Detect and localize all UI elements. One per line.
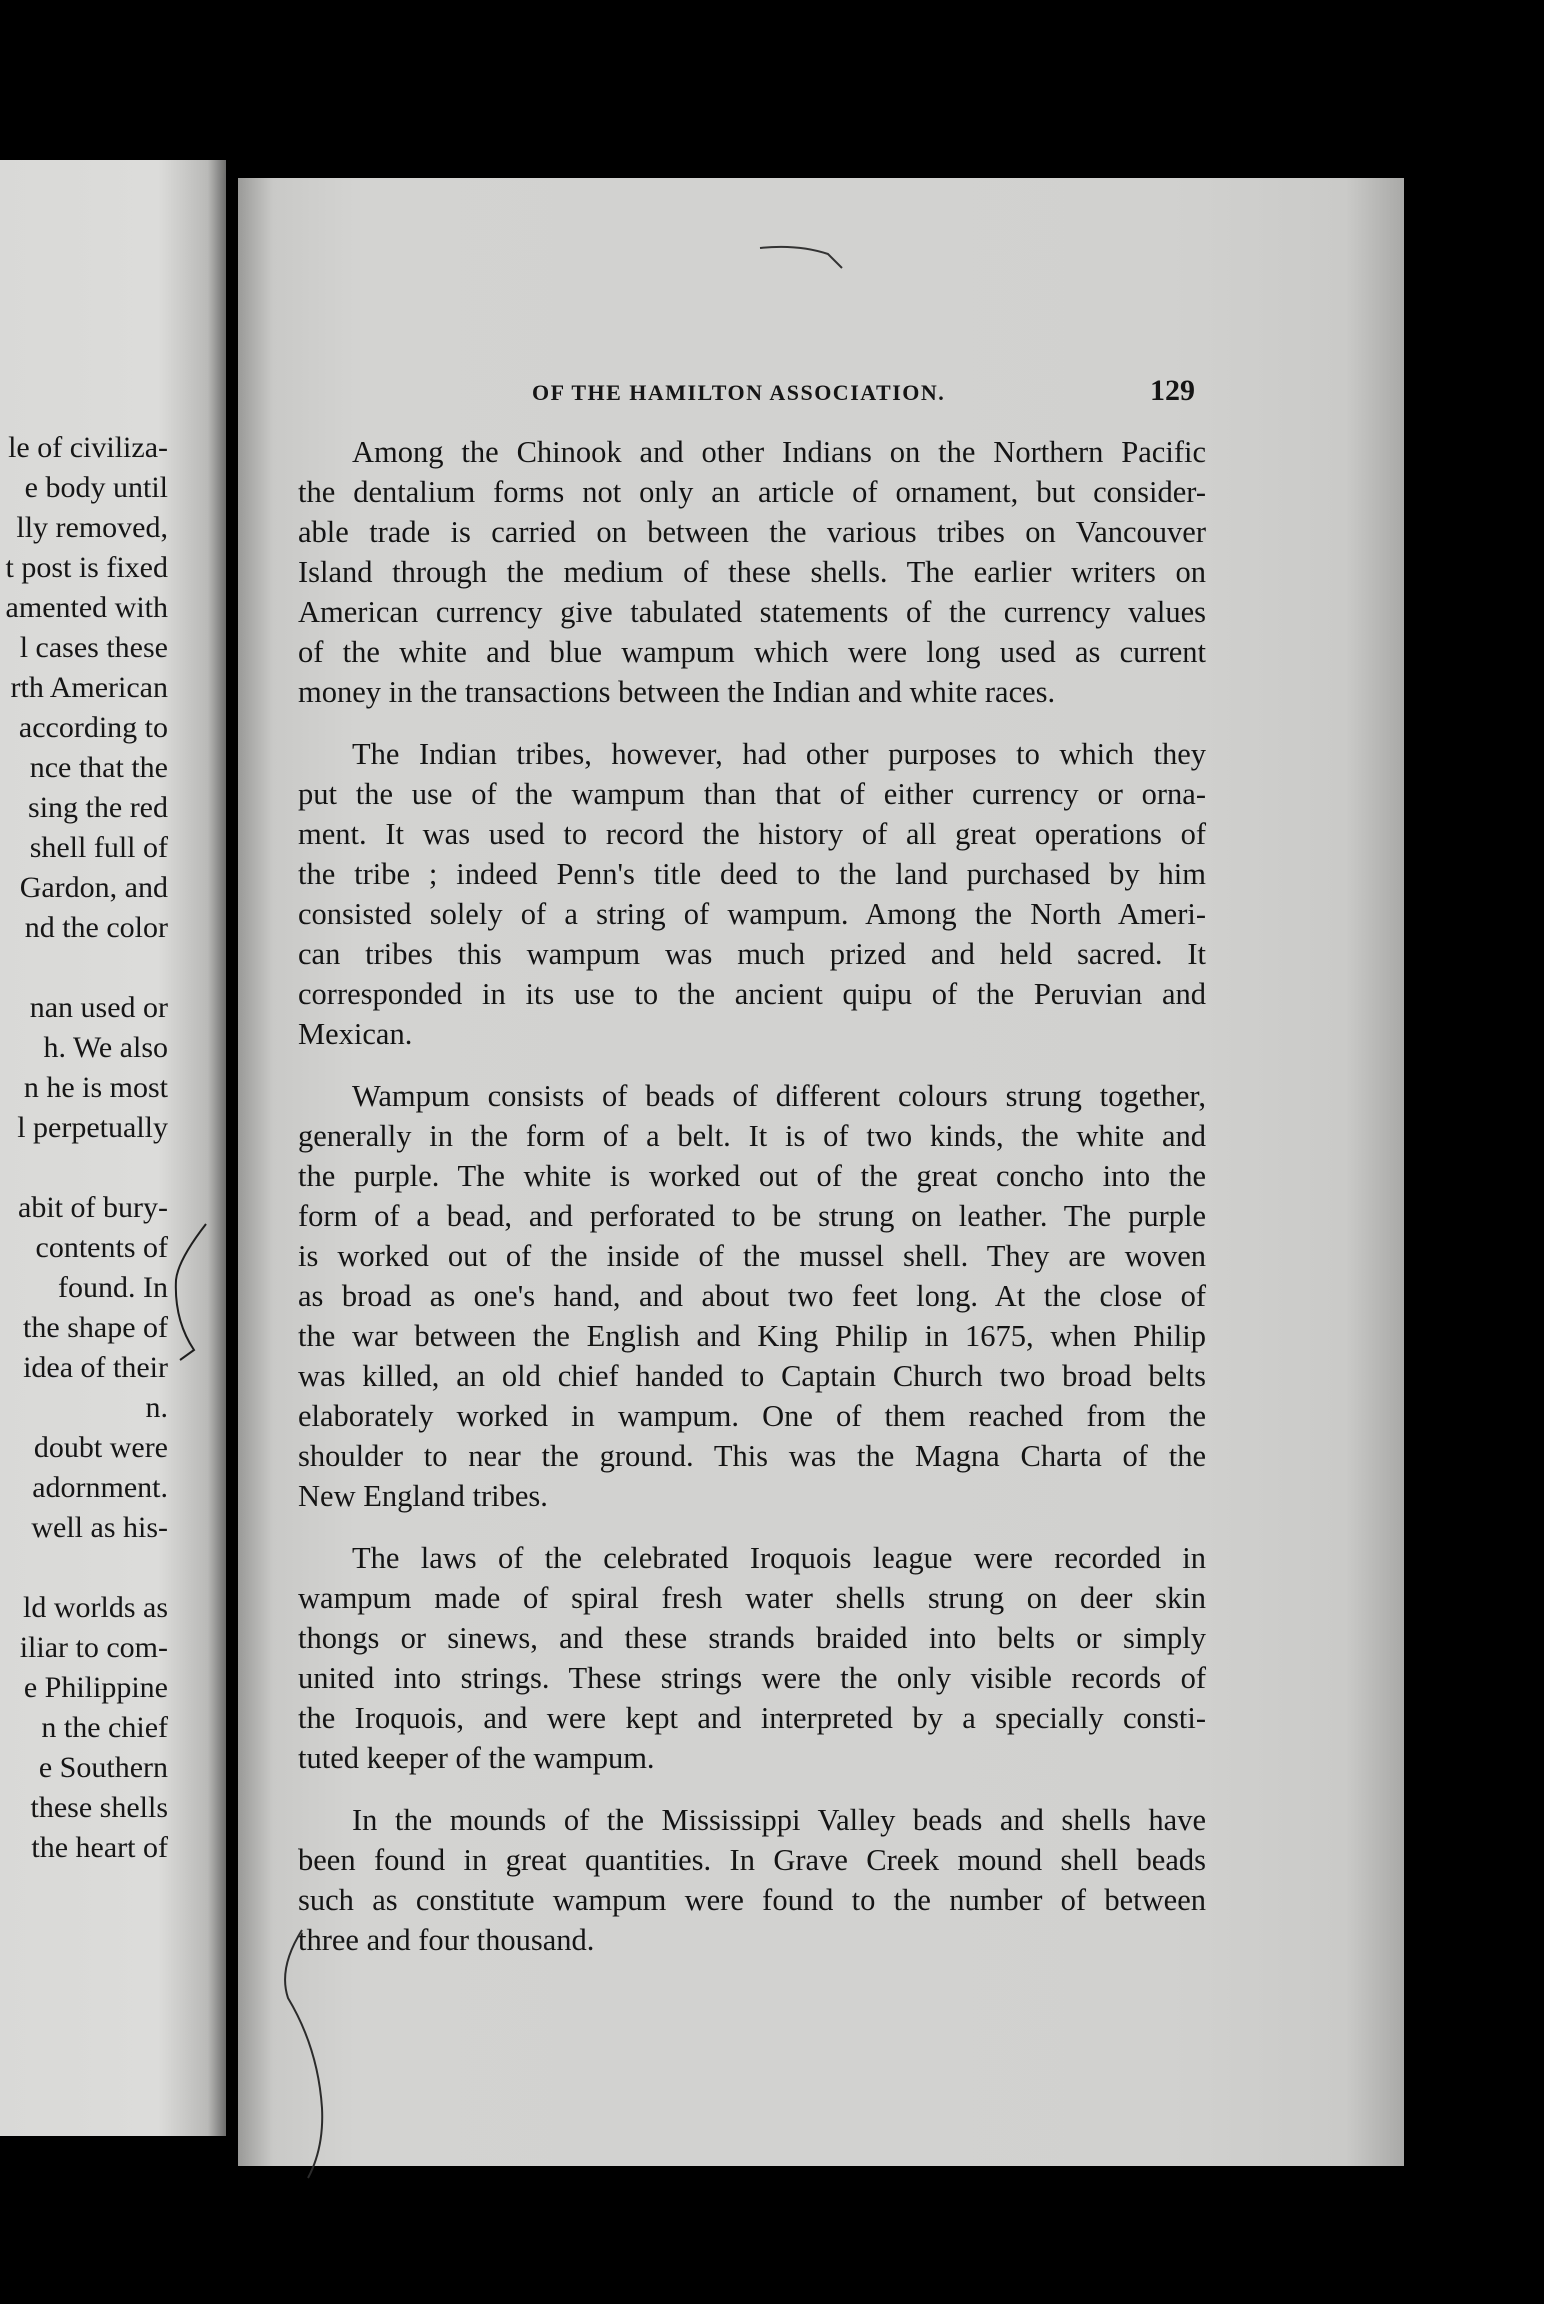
text-line: three and four thousand. bbox=[298, 1923, 595, 1957]
left-page-line: the shape of bbox=[23, 1311, 168, 1344]
text-line: Island through the medium of these shells. The earlier writers on bbox=[298, 555, 1206, 589]
text-line: the tribe ; indeed Penn's title deed to the land purchased by him bbox=[298, 857, 1206, 891]
left-page-line: well as his- bbox=[31, 1511, 168, 1544]
text-line: the purple. The white is worked out of the great concho into the bbox=[298, 1159, 1206, 1193]
text-line: was killed, an old chief handed to Captain Church two broad belts bbox=[298, 1359, 1206, 1393]
left-page-line: iliar to com- bbox=[19, 1631, 168, 1664]
left-page-line: e body until bbox=[24, 471, 168, 504]
left-page-line: abit of bury- bbox=[18, 1191, 168, 1224]
text-line: Among the Chinook and other Indians on the Northern Pacific bbox=[352, 435, 1206, 469]
left-page-line: nce that the bbox=[29, 751, 168, 784]
left-page-line: rth American bbox=[10, 671, 168, 704]
paragraph bbox=[298, 734, 1206, 1054]
text-line: is worked out of the inside of the mussel shell. They are woven bbox=[298, 1239, 1206, 1273]
running-head: OF THE HAMILTON ASSOCIATION. bbox=[532, 380, 946, 405]
text-line: The Indian tribes, however, had other purposes to which they bbox=[352, 737, 1206, 771]
left-page-line: ld worlds as bbox=[23, 1591, 168, 1624]
text-line: shoulder to near the ground. This was the Magna Charta of the bbox=[298, 1439, 1206, 1473]
text-line: Mexican. bbox=[298, 1017, 413, 1051]
text-line: of the white and blue wampum which were long used as current bbox=[298, 635, 1206, 669]
left-page-text bbox=[0, 428, 168, 1868]
paragraph bbox=[298, 1538, 1206, 1778]
text-line: put the use of the wampum than that of either currency or orna- bbox=[298, 777, 1206, 811]
pencil-mark-top bbox=[758, 238, 848, 278]
left-page-line: le of civiliza- bbox=[8, 431, 168, 464]
left-page-line: adornment. bbox=[32, 1471, 168, 1504]
left-page-line: h. We also bbox=[43, 1031, 168, 1064]
text-line: the Iroquois, and were kept and interpreted by a specially consti- bbox=[298, 1701, 1206, 1735]
text-line: generally in the form of a belt. It is of two kinds, the white and bbox=[298, 1119, 1206, 1153]
text-line: New England tribes. bbox=[298, 1479, 548, 1513]
text-line: elaborately worked in wampum. One of them reached from the bbox=[298, 1399, 1206, 1433]
text-line: united into strings. These strings were the only visible records of bbox=[298, 1661, 1206, 1695]
left-page-line bbox=[0, 1548, 168, 1588]
text-line: money in the transactions between the Indian and white races. bbox=[298, 675, 1056, 709]
left-page-line: found. In bbox=[58, 1271, 168, 1304]
left-page-line: these shells bbox=[30, 1791, 168, 1824]
paragraph bbox=[298, 432, 1206, 712]
text-line: corresponded in its use to the ancient quipu of the Peruvian and bbox=[298, 977, 1206, 1011]
text-line: the dentalium forms not only an article of ornament, but consider- bbox=[298, 475, 1206, 509]
text-line: In the mounds of the Mississippi Valley beads and shells have bbox=[352, 1803, 1206, 1837]
left-page-line: e Southern bbox=[38, 1751, 168, 1784]
text-line: can tribes this wampum was much prized and held sacred. It bbox=[298, 937, 1206, 971]
left-page-line: e Philippine bbox=[23, 1671, 168, 1704]
left-page-line: n. bbox=[145, 1391, 168, 1424]
text-line: ment. It was used to record the history of all great operations of bbox=[298, 817, 1206, 851]
book-page bbox=[238, 178, 1404, 2166]
text-line: such as constitute wampum were found to the number of between bbox=[298, 1883, 1206, 1917]
text-line: able trade is carried on between the various tribes on Vancouver bbox=[298, 515, 1206, 549]
left-page-line: nd the color bbox=[24, 911, 168, 944]
left-page-line: t post is fixed bbox=[5, 551, 168, 584]
text-line: the war between the English and King Philip in 1675, when Philip bbox=[298, 1319, 1206, 1353]
paragraph bbox=[298, 1800, 1206, 1960]
left-page-line: doubt were bbox=[33, 1431, 168, 1464]
left-page-line: contents of bbox=[35, 1231, 168, 1264]
left-page-line: according to bbox=[18, 711, 168, 744]
left-page-line: idea of their bbox=[23, 1351, 168, 1384]
left-page-line: sing the red bbox=[28, 791, 168, 824]
text-line: wampum made of spiral fresh water shells strung on deer skin bbox=[298, 1581, 1206, 1615]
text-line: The laws of the celebrated Iroquois league were recorded in bbox=[352, 1541, 1206, 1575]
left-page-line: the heart of bbox=[31, 1831, 168, 1864]
left-page-line: Gardon, and bbox=[19, 871, 168, 904]
left-facing-page bbox=[0, 160, 226, 2136]
left-page-line: n he is most bbox=[23, 1071, 168, 1104]
left-page-line: lly removed, bbox=[16, 511, 168, 544]
text-line: form of a bead, and perforated to be strung on leather. The purple bbox=[298, 1199, 1206, 1233]
left-page-line bbox=[0, 1148, 168, 1188]
left-page-line bbox=[0, 948, 168, 988]
text-line: American currency give tabulated statements of the currency values bbox=[298, 595, 1206, 629]
left-page-line: amented with bbox=[5, 591, 168, 624]
left-page-line: nan used or bbox=[29, 991, 168, 1024]
text-line: as broad as one's hand, and about two feet long. At the close of bbox=[298, 1279, 1206, 1313]
text-line: Wampum consists of beads of different colours strung together, bbox=[352, 1079, 1206, 1113]
left-page-line: shell full of bbox=[29, 831, 168, 864]
page-number: 129 bbox=[1150, 374, 1195, 407]
body-text bbox=[298, 432, 1206, 1982]
text-line: thongs or sinews, and these strands braided into belts or simply bbox=[298, 1621, 1206, 1655]
text-line: tuted keeper of the wampum. bbox=[298, 1741, 655, 1775]
left-page-line: n the chief bbox=[41, 1711, 168, 1744]
paragraph bbox=[298, 1076, 1206, 1516]
text-line: consisted solely of a string of wampum. Among the North Ameri- bbox=[298, 897, 1206, 931]
left-page-line: l cases these bbox=[19, 631, 168, 664]
text-line: been found in great quantities. In Grave Creek mound shell beads bbox=[298, 1843, 1206, 1877]
left-page-line: l perpetually bbox=[17, 1111, 168, 1144]
